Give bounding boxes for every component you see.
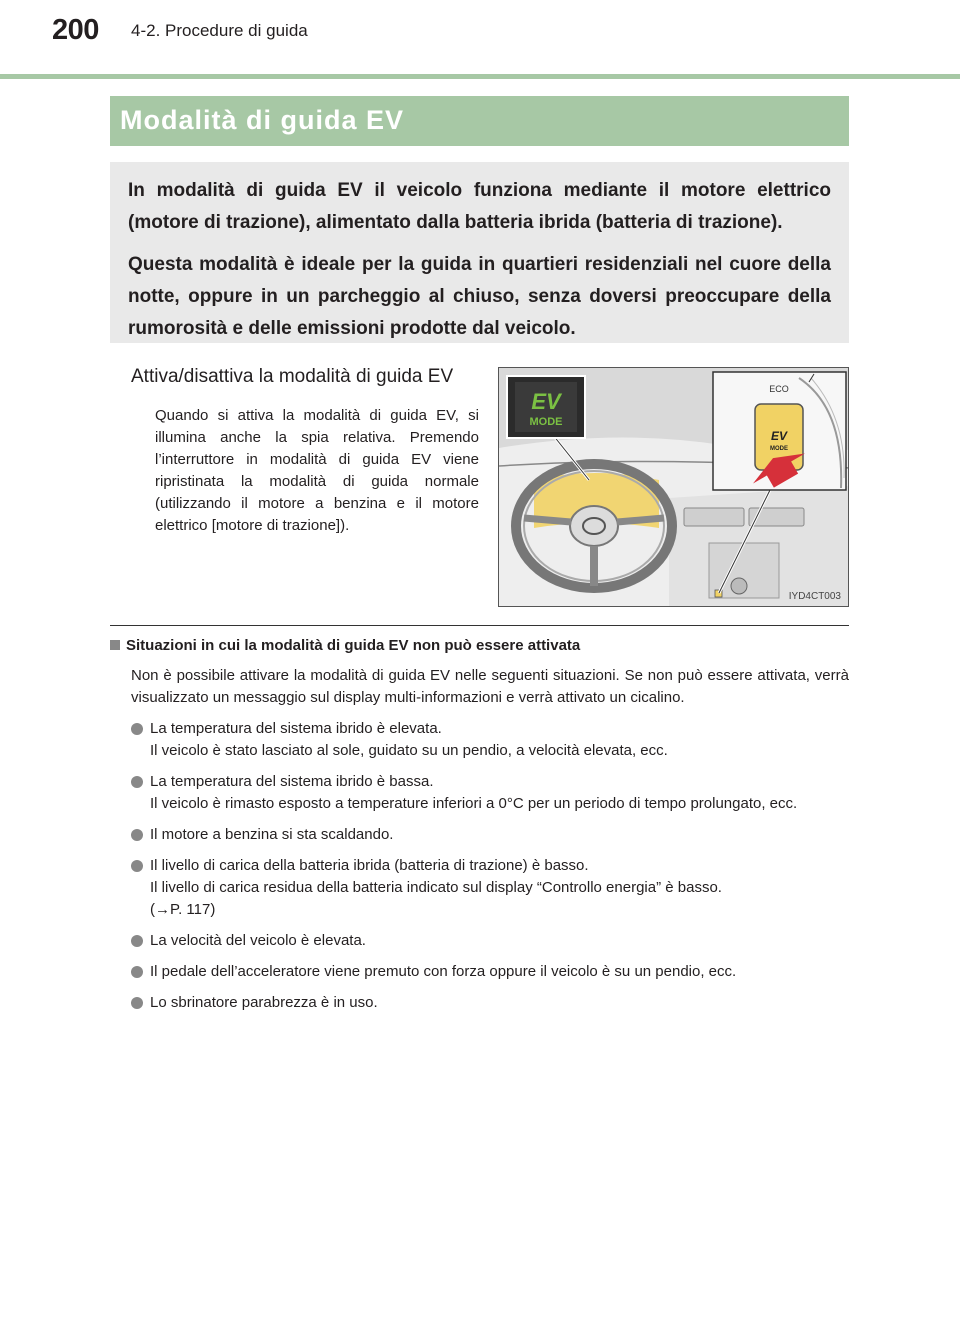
bullet-icon — [131, 966, 143, 978]
list-item-line: Il veicolo è rimasto esposto a temperature inferiori a 0°C per un periodo di tempo prolungato, ecc. — [150, 795, 798, 812]
indicator-mode-text: MODE — [529, 416, 563, 428]
bullet-icon — [131, 935, 143, 947]
list-item-line: La temperatura del sistema ibrido è bassa. — [150, 773, 434, 790]
figure-code: IYD4CT003 — [788, 591, 841, 602]
list-item — [131, 771, 849, 815]
bullet-icon — [131, 776, 143, 788]
list-item-line: Lo sbrinatore parabrezza è in uso. — [150, 994, 378, 1011]
bullet-icon — [131, 829, 143, 841]
list-item — [131, 961, 849, 983]
control-label: Attiva/disattiva la modalità di guida EV — [131, 366, 454, 387]
list-item — [131, 824, 849, 846]
intro-paragraph-2: Questa modalità è ideale per la guida in quartieri residenziali nel cuore della notte, oppure in un parcheggio al chiuso, senza doversi preoccupare della rumorosità e delle emissioni prodotte dal veicolo. — [128, 254, 831, 339]
eco-label: ECO — [769, 384, 789, 394]
header-rule — [0, 74, 960, 79]
bullet-icon — [131, 723, 143, 735]
list-item — [131, 718, 849, 762]
list-item — [131, 992, 849, 1014]
intro-paragraph-1: In modalità di guida EV il veicolo funziona mediante il motore elettrico (motore di trazione), alimentato dalla batteria ibrida (batteria di trazione). — [128, 180, 831, 233]
control-description: Quando si attiva la modalità di guida EV, si illumina anche la spia relativa. Premendo l’interruttore in modalità di guida EV viene ripristinata la modalità di guida normale (utilizzando il motore a benzina e il motore elettrico [motore di trazione]). — [155, 407, 479, 534]
condition-list — [131, 718, 849, 1014]
note-heading — [110, 635, 849, 657]
list-item — [131, 855, 849, 921]
button-mode-text: MODE — [770, 446, 788, 452]
note-heading-text: Situazioni in cui la modalità di guida EV non può essere attivata — [126, 637, 581, 654]
bullet-icon — [131, 860, 143, 872]
bullet-icon — [131, 997, 143, 1009]
indicator-ev-text: EV — [531, 389, 561, 414]
list-item-line: Il veicolo è stato lasciato al sole, guidato su un pendio, a velocità elevata, ecc. — [150, 742, 668, 759]
list-item — [131, 930, 849, 952]
list-item-line: Il livello di carica residua della batteria indicato sul display “Controllo energia” è basso. — [150, 879, 722, 896]
dashboard-illustration — [499, 368, 849, 607]
section-title: 4-2. Procedure di guida — [131, 21, 308, 40]
title-band — [110, 96, 849, 146]
list-item-line: Il motore a benzina si sta scaldando. — [150, 826, 394, 843]
ev-mode-indicator-icon — [507, 376, 585, 438]
list-item-line: La temperatura del sistema ibrido è elevata. — [150, 720, 442, 737]
ev-switch-closeup — [713, 372, 846, 496]
square-bullet-icon — [110, 640, 120, 650]
list-item-line: Il livello di carica della batteria ibrida (batteria di trazione) è basso. — [150, 857, 589, 874]
dashboard-figure — [498, 367, 849, 607]
list-item-line: Il pedale dell’acceleratore viene premuto con forza oppure il veicolo è su un pendio, ecc. — [150, 963, 737, 980]
note-body: Non è possibile attivare la modalità di guida EV nelle seguenti situazioni. Se non può essere attivata, verrà visualizzato un messaggio sul display multi-informazioni e verrà attivato un cicalino. — [131, 667, 849, 706]
page-number: 200 — [52, 14, 99, 46]
list-item-line: La velocità del veicolo è elevata. — [150, 932, 366, 949]
page-title: Modalità di guida EV — [120, 105, 405, 135]
note-section — [110, 635, 849, 1023]
intro-box — [110, 162, 849, 343]
button-ev-text: EV — [770, 429, 788, 443]
section-divider — [110, 625, 849, 626]
page-reference-link[interactable]: (→P. 117) — [150, 901, 216, 918]
